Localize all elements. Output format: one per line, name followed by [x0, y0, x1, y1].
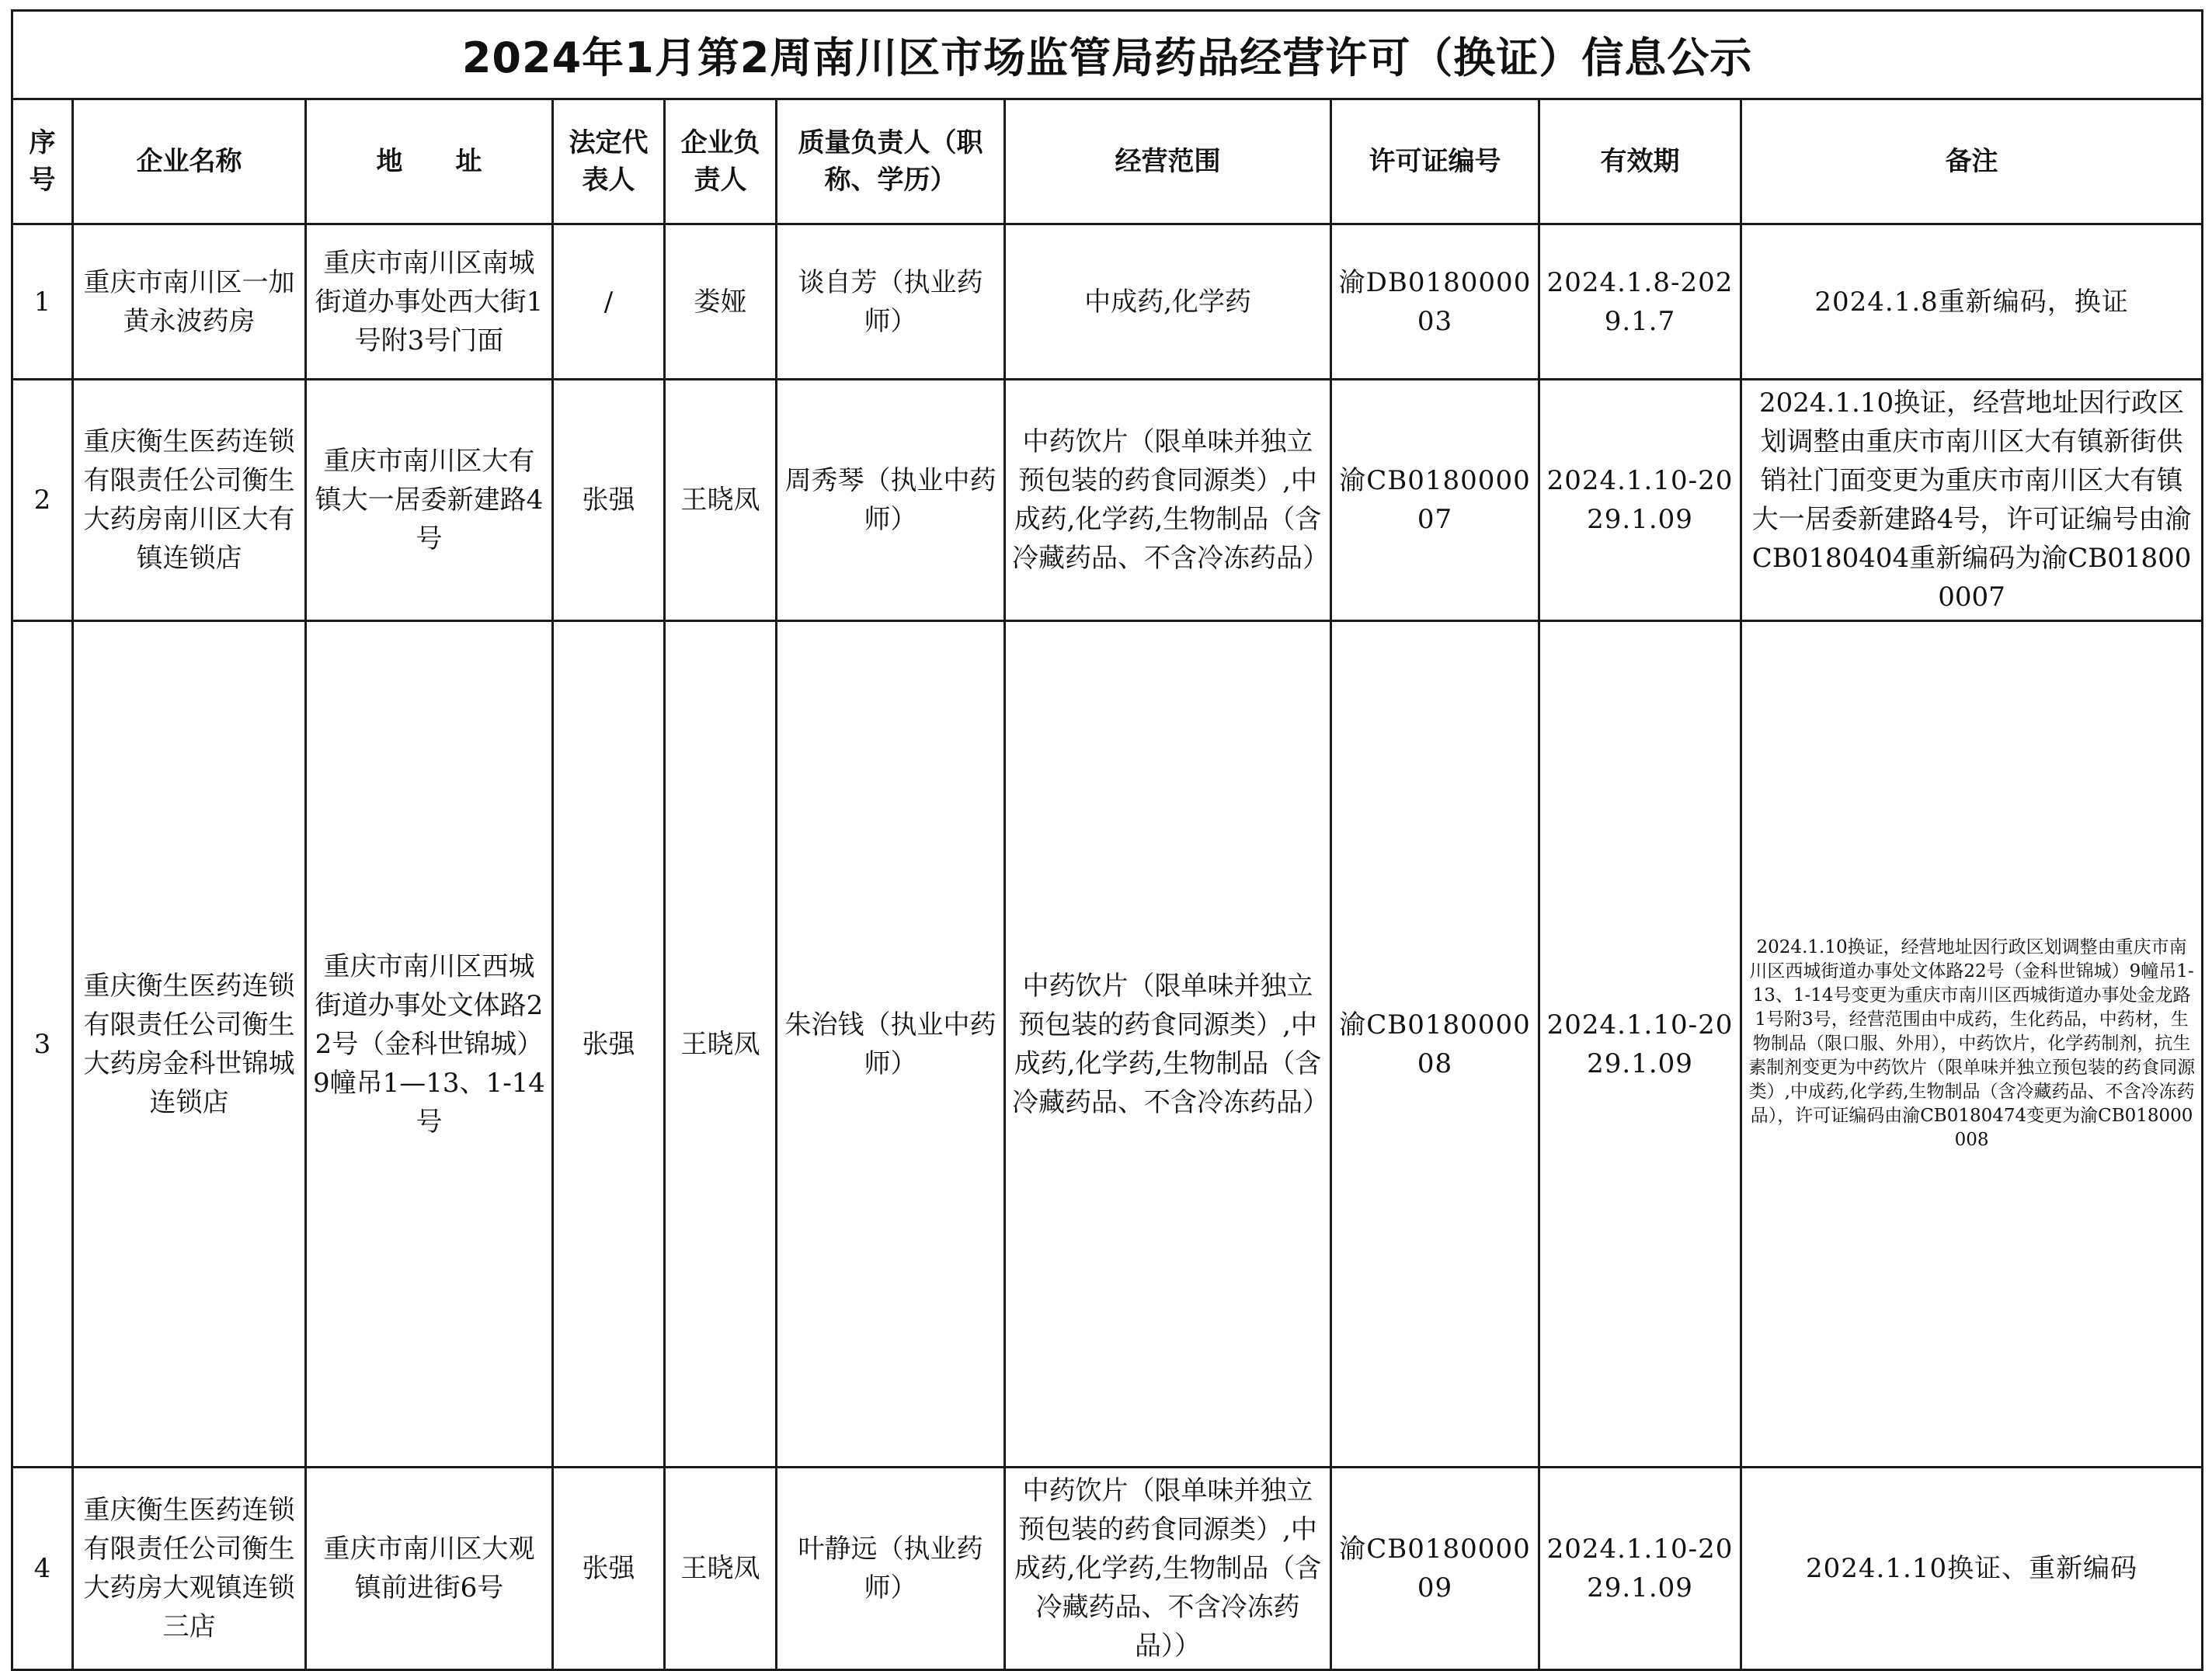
cell-seq: 2	[12, 380, 73, 621]
cell-address: 重庆市南川区西城街道办事处文体路22号（金科世锦城）9幢吊1—13、1-14号	[306, 621, 553, 1468]
cell-validity: 2024.1.8-2029.1.7	[1539, 224, 1741, 380]
cell-address: 重庆市南川区南城街道办事处西大街1号附3号门面	[306, 224, 553, 380]
header-scope: 经营范围	[1005, 99, 1331, 224]
cell-remarks: 2024.1.10换证、重新编码	[1741, 1468, 2203, 1670]
cell-legal-rep: /	[553, 224, 665, 380]
cell-license-no: 渝DB018000003	[1331, 224, 1539, 380]
cell-scope: 中成药,化学药	[1005, 224, 1331, 380]
page-title: 2024年1月第2周南川区市场监管局药品经营许可（换证）信息公示	[12, 11, 2203, 99]
header-seq: 序号	[12, 99, 73, 224]
cell-company: 重庆市南川区一加黄永波药房	[73, 224, 306, 380]
cell-license-no: 渝CB018000007	[1331, 380, 1539, 621]
cell-legal-rep: 张强	[553, 380, 665, 621]
cell-validity: 2024.1.10-2029.1.09	[1539, 380, 1741, 621]
table-row	[12, 224, 2203, 380]
cell-legal-rep: 张强	[553, 621, 665, 1468]
cell-manager: 王晓凤	[665, 1468, 777, 1670]
cell-address: 重庆市南川区大观镇前进街6号	[306, 1468, 553, 1670]
header-company: 企业名称	[73, 99, 306, 224]
cell-validity: 2024.1.10-2029.1.09	[1539, 1468, 1741, 1670]
header-quality: 质量负责人（职称、学历）	[777, 99, 1005, 224]
cell-manager: 王晓凤	[665, 621, 777, 1468]
header-validity: 有效期	[1539, 99, 1741, 224]
cell-quality: 周秀琴（执业中药师）	[777, 380, 1005, 621]
header-row	[12, 99, 2203, 224]
cell-manager: 娄娅	[665, 224, 777, 380]
cell-legal-rep: 张强	[553, 1468, 665, 1670]
cell-seq: 4	[12, 1468, 73, 1670]
cell-scope: 中药饮片（限单味并独立预包装的药食同源类）,中成药,化学药,生物制品（含冷藏药品、不含冷冻药品））	[1005, 1468, 1331, 1670]
header-address: 地 址	[306, 99, 553, 224]
header-manager: 企业负责人	[665, 99, 777, 224]
cell-remarks: 2024.1.10换证，经营地址因行政区划调整由重庆市南川区大有镇新街供销社门面变更为重庆市南川区大有镇大一居委新建路4号，许可证编号由渝CB0180404重新编码为渝CB018000007	[1741, 380, 2203, 621]
table-row	[12, 1468, 2203, 1670]
cell-scope: 中药饮片（限单味并独立预包装的药食同源类）,中成药,化学药,生物制品（含冷藏药品、不含冷冻药品）	[1005, 621, 1331, 1468]
cell-quality: 朱治钱（执业中药师）	[777, 621, 1005, 1468]
cell-remarks: 2024.1.8重新编码，换证	[1741, 224, 2203, 380]
cell-remarks: 2024.1.10换证，经营地址因行政区划调整由重庆市南川区西城街道办事处文体路22号（金科世锦城）9幢吊1-13、1-14号变更为重庆市南川区西城街道办事处金龙路1号附3号，经营范围由中成药，生化药品，中药材，生物制品（限口服、外用），中药饮片，化学药制剂，抗生素制剂变更为中药饮片（限单味并独立预包装的药食同源类）,中成药,化学药,生物制品（含冷藏药品、不含冷冻药品），许可证编码由渝CB0180474变更为渝CB018000008	[1741, 621, 2203, 1468]
cell-address: 重庆市南川区大有镇大一居委新建路4号	[306, 380, 553, 621]
cell-company: 重庆衡生医药连锁有限责任公司衡生大药房金科世锦城连锁店	[73, 621, 306, 1468]
header-remarks: 备注	[1741, 99, 2203, 224]
cell-quality: 叶静远（执业药师）	[777, 1468, 1005, 1670]
license-table	[11, 9, 2203, 1671]
cell-company: 重庆衡生医药连锁有限责任公司衡生大药房大观镇连锁三店	[73, 1468, 306, 1670]
cell-seq: 3	[12, 621, 73, 1468]
table-row	[12, 380, 2203, 621]
cell-license-no: 渝CB018000009	[1331, 1468, 1539, 1670]
cell-manager: 王晓凤	[665, 380, 777, 621]
cell-scope: 中药饮片（限单味并独立预包装的药食同源类）,中成药,化学药,生物制品（含冷藏药品、不含冷冻药品）	[1005, 380, 1331, 621]
cell-seq: 1	[12, 224, 73, 380]
cell-validity: 2024.1.10-2029.1.09	[1539, 621, 1741, 1468]
cell-quality: 谈自芳（执业药师）	[777, 224, 1005, 380]
header-legal-rep: 法定代表人	[553, 99, 665, 224]
table-row	[12, 621, 2203, 1468]
header-license-no: 许可证编号	[1331, 99, 1539, 224]
cell-company: 重庆衡生医药连锁有限责任公司衡生大药房南川区大有镇连锁店	[73, 380, 306, 621]
cell-license-no: 渝CB018000008	[1331, 621, 1539, 1468]
